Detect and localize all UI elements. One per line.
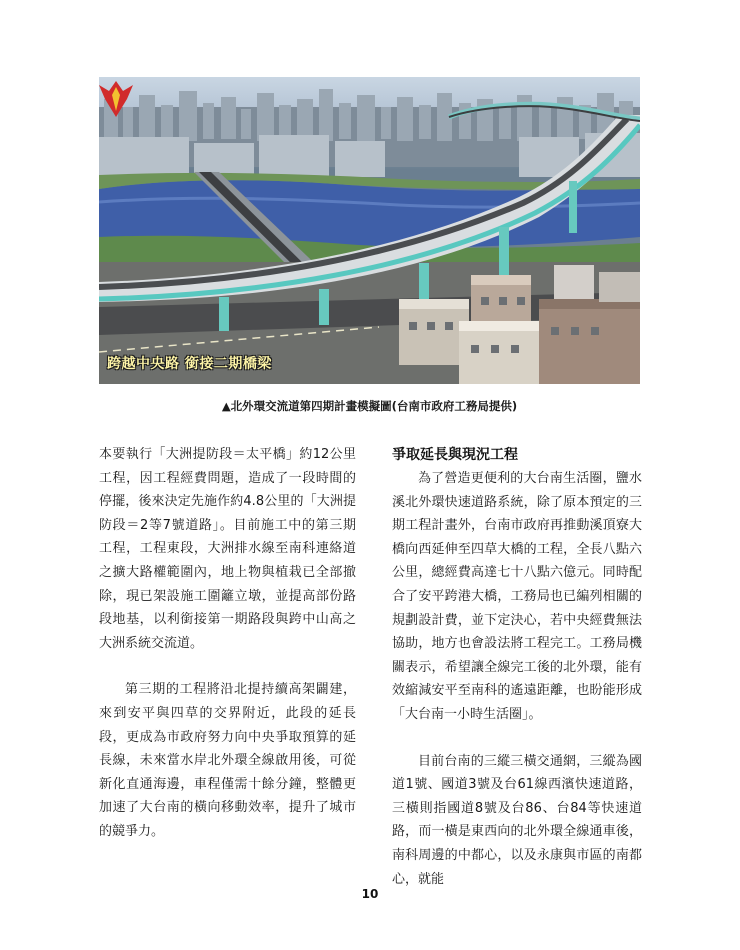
left-column: [99, 443, 356, 844]
figure-caption: ▲北外環交流道第四期計畫模擬圖(台南市政府工務局提供): [221, 399, 518, 413]
section-heading: 爭取延長與現況工程: [392, 447, 518, 463]
image-overlay-caption: 跨越中央路 銜接二期橋梁: [107, 356, 272, 372]
rendering-image: [99, 77, 640, 384]
right-column: [392, 444, 642, 891]
body-paragraph: 目前台南的三縱三橫交通網，三縱為國道1號、國道3號及台61線西濱快速道路，三橫則指國道8號及台86、台84等快速道路，而一橫是東西向的北外環全線通車後，南科周邊的中都心，以及永康與市區的南都心，就能: [392, 753, 642, 887]
body-paragraph: 為了營造更便利的大台南生活圈，鹽水溪北外環快速道路系統，除了原本預定的三期工程計畫外，台南市政府再推動溪頂寮大橋向西延伸至四草大橋的工程，全長八點六公里，總經費高達七十八點六億元。同時配合了安平跨港大橋，工務局也已編列相關的規劃設計費，並下定決心，若中央經費無法協助，地方也會設法將工程完工。工務局機關表示，希望讓全線完工後的北外環，能有效縮減安平至南科的遙遠距離，也盼能形成「大台南一小時生活圈」。: [392, 471, 642, 722]
highway-rendering-illustration: [99, 77, 640, 384]
body-paragraph: 本要執行「大洲提防段＝太平橋」約12公里工程，因工程經費問題，造成了一段時間的停擺，後來決定先施作約4.8公里的「大洲提防段＝2等7號道路」。目前施工中的第三期工程，工程東段，大洲排水線至南科連絡道之擴大路權範圍內，地上物與植栽已全部撤除，現已架設施工圍籬立墩，並提高部份路段地基，以利銜接第一期路段與跨中山高之大洲系統交流道。: [99, 447, 356, 651]
page-number: 10: [361, 887, 379, 901]
body-paragraph: 第三期的工程將沿北提持續高架闢建，來到安平與四草的交界附近，此段的延長段，更成為市政府努力向中央爭取預算的延長線，未來當水岸北外環全線啟用後，可從新化直通海邊，車程僅需十餘分鐘，整體更加速了大台南的橫向移動效率，提升了城市的競爭力。: [99, 682, 356, 839]
tainan-logo-icon: [99, 77, 133, 121]
